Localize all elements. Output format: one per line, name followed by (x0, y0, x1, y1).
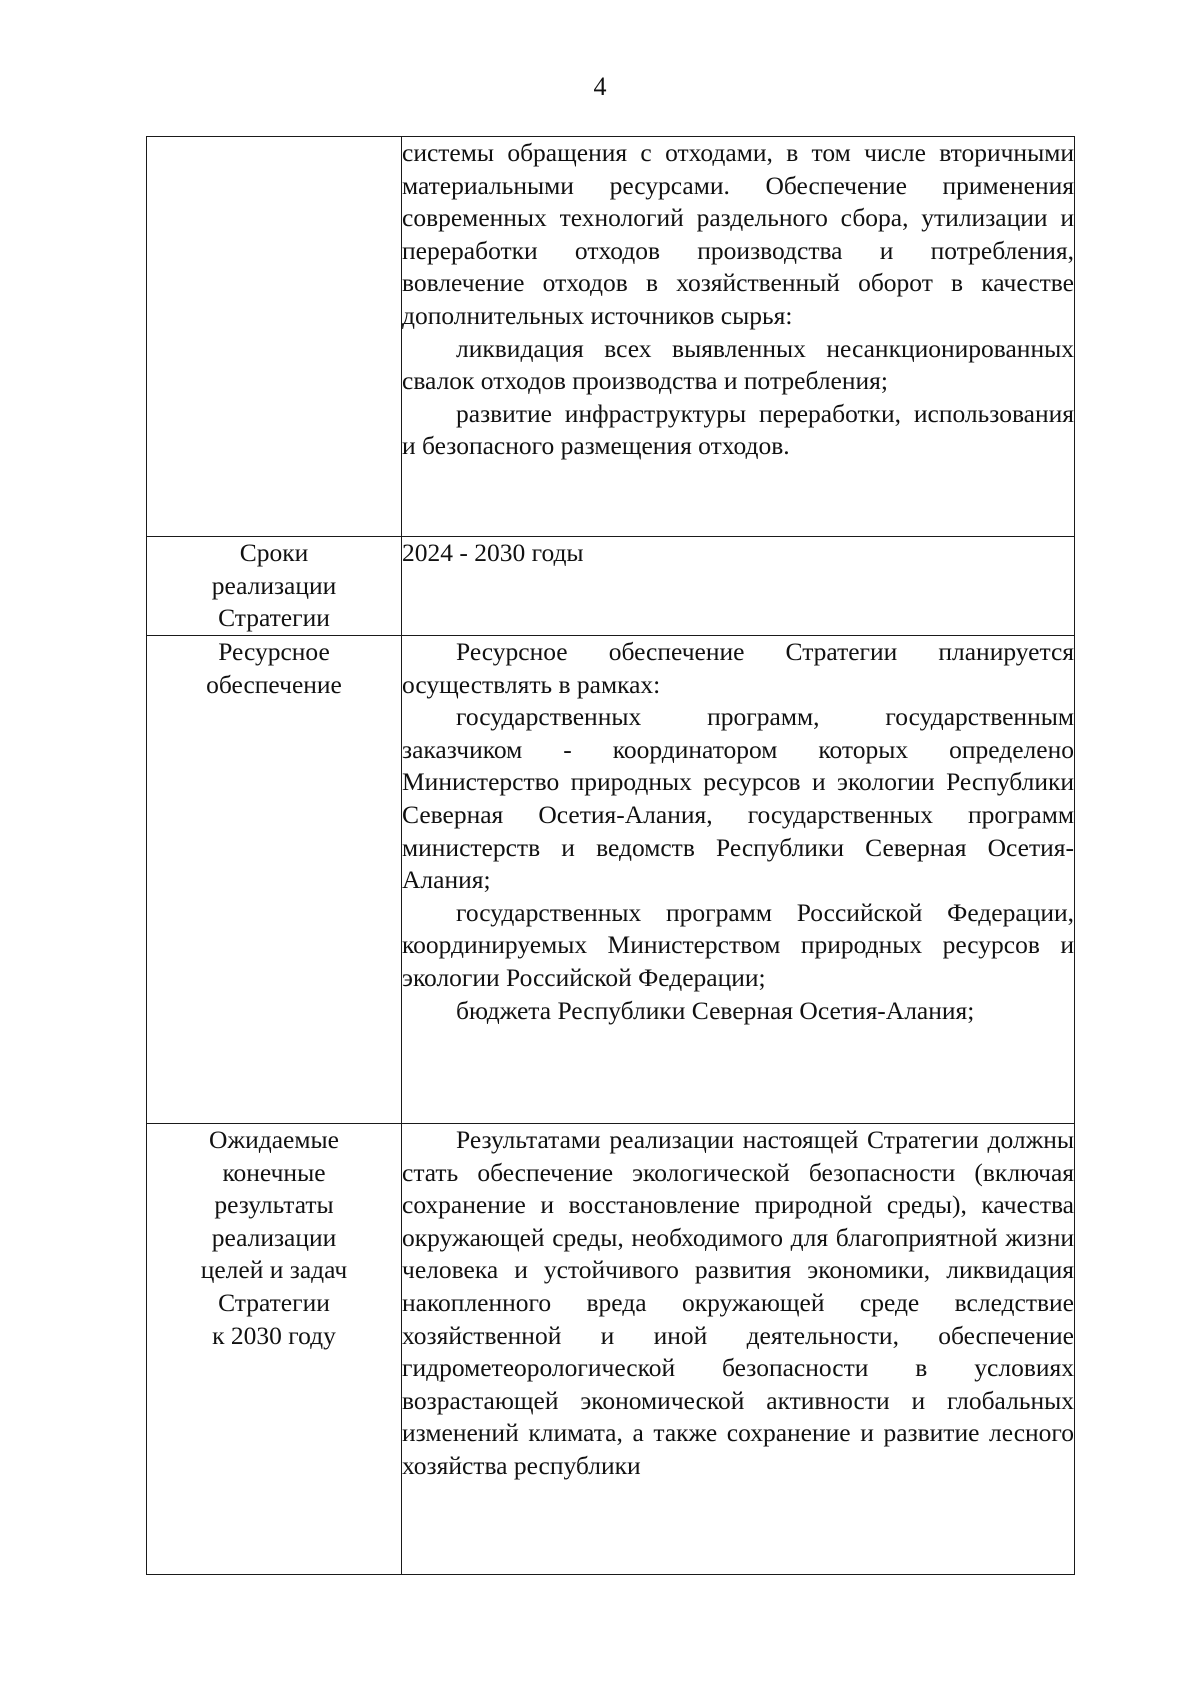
label-line: Стратегии (218, 1287, 330, 1317)
label-line: Ожидаемые (209, 1125, 339, 1154)
row-content-expected-results (402, 1124, 1075, 1575)
paragraph-budget: бюджета Республики Северная Осетия-Алания; (456, 995, 975, 1025)
table-row-resources (147, 636, 1075, 1124)
paragraph-infrastructure: развитие инфраструктуры переработки, использования и безопасного размещения отходов. (402, 398, 1074, 461)
label-line: обеспечение (206, 669, 342, 699)
row-label-expected-results (147, 1124, 402, 1575)
strategy-passport-table (146, 136, 1075, 1575)
paragraph-dump-liquidation: ликвидация всех выявленных несанкционированных свалок отходов производства и потребления; (402, 333, 1074, 396)
paragraph-federal-programs: государственных программ Российской Федерации, координируемых Министерством природных ресурсов и экологии Российской Федерации; (402, 897, 1074, 992)
paragraph-waste-systems: системы обращения с отходами, в том числе вторичными материальными ресурсами. Обеспечение применения современных технологий раздельного сбора, утилизации и переработки отходов производства и потребления, вовлечение отходов в хозяйственный оборот в качестве дополнительных источников сырья: (402, 138, 1074, 330)
table-row-expected-results (147, 1124, 1075, 1575)
paragraph-regional-programs: государственных программ, государственным заказчиком - координатором которых определено Министерство природных ресурсов и экологии Республики Северная Осетия-Алания, государственных программ министерств и ведомств Республики Северная Осетия-Алания; (402, 702, 1074, 895)
label-line: результаты (214, 1190, 334, 1220)
label-line: реализации (211, 570, 337, 600)
row-label-resources (147, 636, 402, 1124)
row-label-empty (147, 137, 402, 537)
paragraph-resources-intro: Ресурсное обеспечение Стратегии планируется осуществлять в рамках: (402, 637, 1074, 699)
label-line: Сроки (239, 538, 309, 567)
page-number: 4 (593, 72, 607, 101)
label-line: целей и задач (200, 1255, 348, 1285)
label-line: к 2030 году (212, 1320, 336, 1350)
label-line: реализации (211, 1222, 337, 1252)
row-content-waste-systems (402, 137, 1075, 537)
paragraph-expected-results: Результатами реализации настоящей Стратегии должны стать обеспечение экологической безопасности (включая сохранение и восстановление природной среды), качества окружающей среды, необходимого для благоприятной жизни человека и устойчивого развития экономики, ликвидация накопленного вреда окружающей среде вследствие хозяйственной и иной деятельности, обеспечение гидрометеорологической безопасности в условиях возрастающей экономической активности и глобальных изменений климата, а также сохранение и развитие лесного хозяйства республики (402, 1125, 1074, 1480)
label-line: Стратегии (218, 603, 330, 633)
row-label-timeframe (147, 537, 402, 636)
timeframe-value: 2024 - 2030 годы (402, 538, 584, 567)
label-line: конечные (222, 1157, 326, 1187)
table-row-waste-systems (147, 137, 1075, 537)
row-content-timeframe (402, 537, 1075, 636)
row-content-resources (402, 636, 1075, 1124)
label-line: Ресурсное (218, 637, 330, 666)
table-row-timeframe (147, 537, 1075, 636)
